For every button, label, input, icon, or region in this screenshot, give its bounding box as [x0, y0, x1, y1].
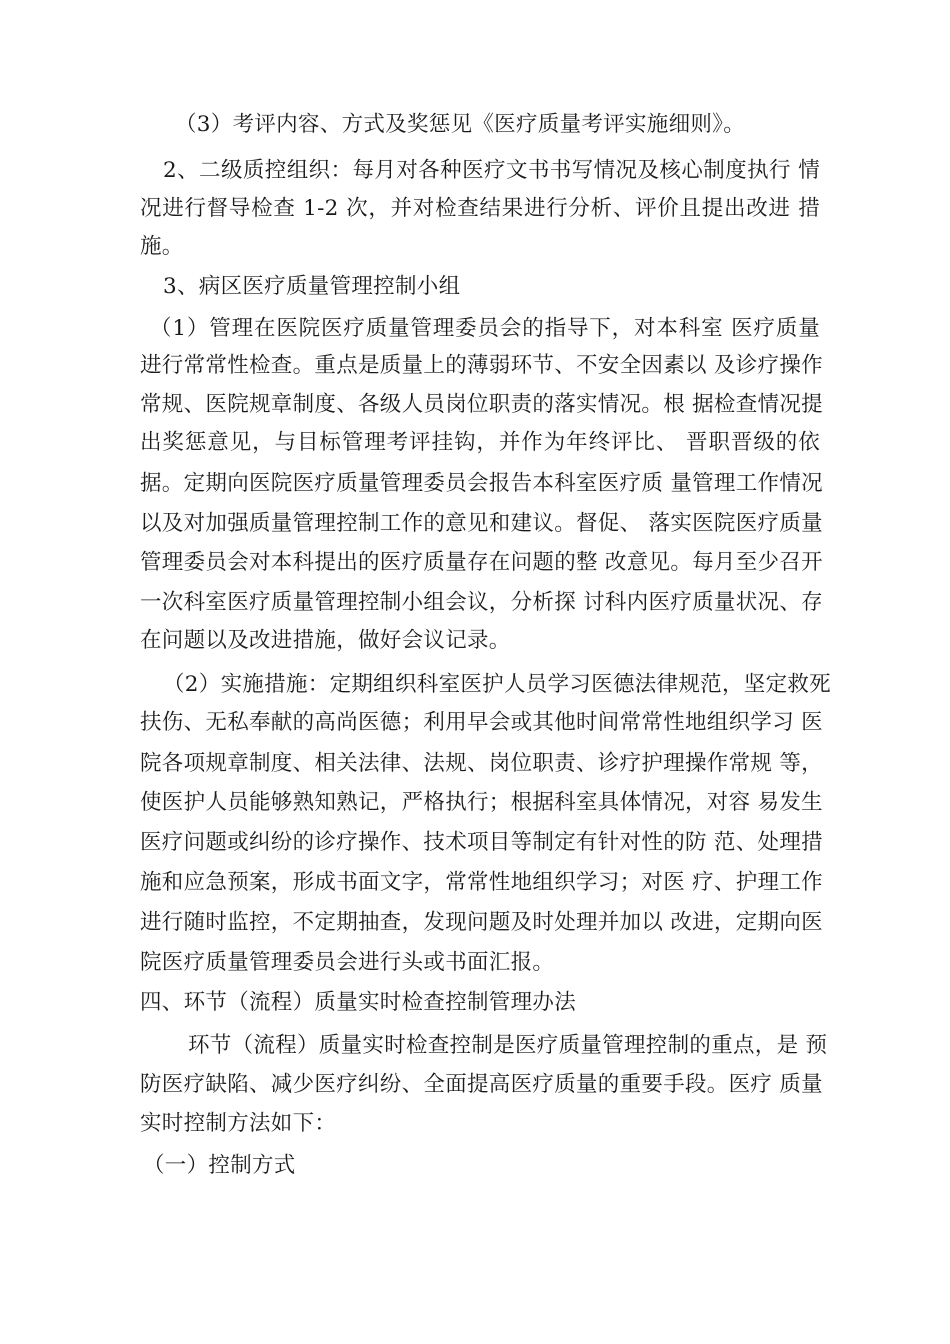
paragraph-line: 施。	[140, 234, 184, 259]
paragraph-line: 况进行督导检查 1-2 次，并对检查结果进行分析、评价且提出改进 措	[140, 196, 820, 221]
paragraph-line: 扶伤、无私奉献的高尚医德；利用早会或其他时间常常性地组织学习 医	[140, 710, 823, 735]
paragraph-line: 管理委员会对本科提出的医疗质量存在问题的整 改意见。每月至少召开	[140, 550, 823, 575]
paragraph-line: 据。定期向医院医疗质量管理委员会报告本科室医疗质 量管理工作情况	[140, 471, 823, 496]
paragraph-line: 使医护人员能够熟知熟记，严格执行；根据科室具体情况，对容 易发生	[140, 790, 823, 815]
paragraph-line: 进行随时监控，不定期抽查，发现问题及时处理并加以 改进，定期向医	[140, 910, 823, 935]
paragraph-line: 进行常常性检查。重点是质量上的薄弱环节、不安全因素以 及诊疗操作	[140, 353, 823, 378]
paragraph-line: 环节（流程）质量实时检查控制是医疗质量管理控制的重点，是 预	[188, 1033, 828, 1058]
paragraph-line: 常规、医院规章制度、各级人员岗位职责的落实情况。根 据检查情况提	[140, 392, 823, 417]
section-heading: 四、环节（流程）质量实时检查控制管理办法	[140, 990, 577, 1015]
paragraph-line: 院医疗质量管理委员会进行头或书面汇报。	[140, 950, 555, 975]
paragraph-line: 在问题以及改进措施，做好会议记录。	[140, 628, 511, 653]
paragraph-line: 出奖惩意见，与目标管理考评挂钩，并作为年终评比、 晋职晋级的依	[140, 430, 820, 455]
paragraph-line: （2）实施措施：定期组织科室医护人员学习医德法律规范，坚定救死	[163, 672, 831, 697]
section-heading: 3、病区医疗质量管理控制小组	[163, 274, 461, 299]
subsection-heading: （一）控制方式	[143, 1153, 296, 1178]
paragraph-line: 医疗问题或纠纷的诊疗操作、技术项目等制定有针对性的防 范、处理措	[140, 830, 823, 855]
paragraph-line: 防医疗缺陷、减少医疗纠纷、全面提高医疗质量的重要手段。医疗 质量	[140, 1072, 823, 1097]
paragraph-line: 以及对加强质量管理控制工作的意见和建议。督促、 落实医院医疗质量	[140, 511, 823, 536]
paragraph-line: 一次科室医疗质量管理控制小组会议，分析探 讨科内医疗质量状况、存	[140, 590, 823, 615]
paragraph-line: 施和应急预案，形成书面文字，常常性地组织学习；对医 疗、护理工作	[140, 870, 823, 895]
paragraph-line: （1）管理在医院医疗质量管理委员会的指导下，对本科室 医疗质量	[150, 316, 820, 341]
paragraph-line: 院各项规章制度、相关法律、法规、岗位职责、诊疗护理操作常规 等，	[140, 751, 823, 776]
paragraph-line: （3）考评内容、方式及奖惩见《医疗质量考评实施细则》。	[175, 112, 746, 137]
paragraph-line: 实时控制方法如下：	[140, 1111, 337, 1136]
paragraph-line: 2、二级质控组织：每月对各种医疗文书书写情况及核心制度执行 情	[163, 158, 820, 183]
